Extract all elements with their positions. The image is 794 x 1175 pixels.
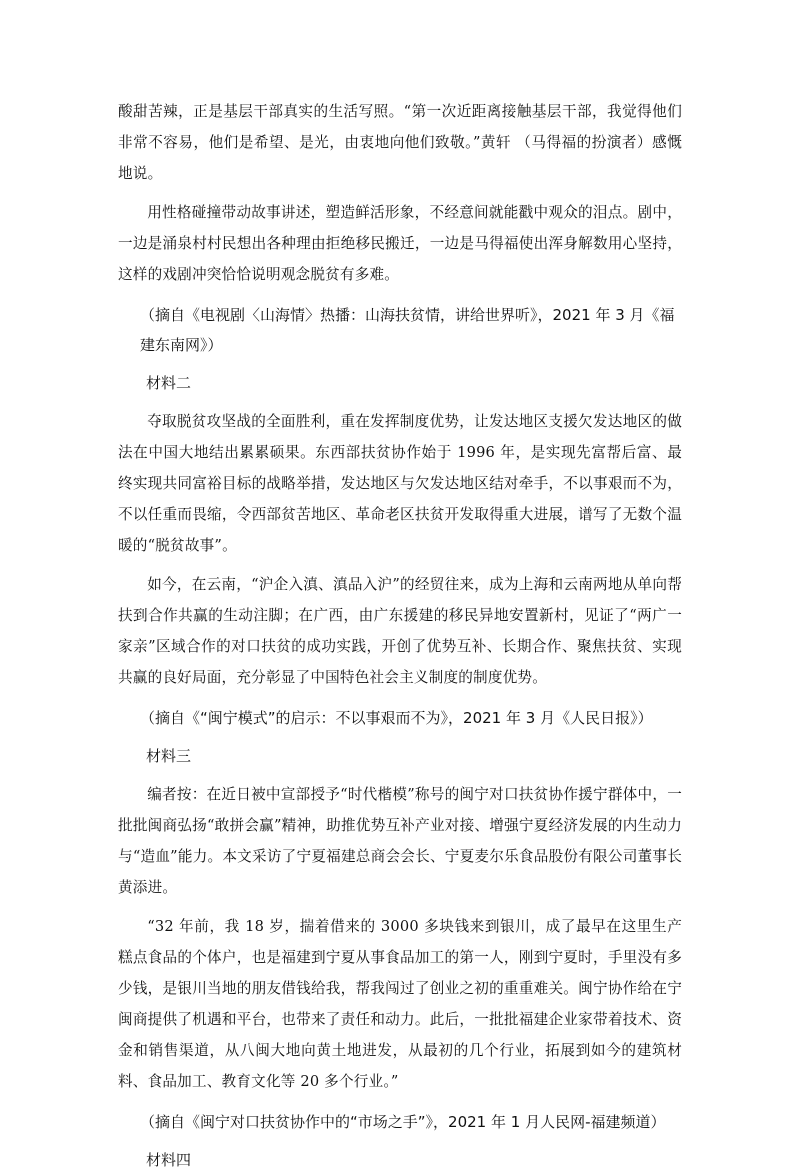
paragraph-3: 夺取脱贫攻坚战的全面胜利，重在发挥制度优势，让发达地区支援欠发达地区的做法在中国大地结出累累硕果。东西部扶贫协作始于 1996 年，是实现先富帮后富、最终实现共同富裕目标的战略举措，发达地区与欠发达地区结对牵手，不以事艰而不为，不以任重而畏缩，令西部贫苦地区、革命老区扶贫开发取得重大进展，谱写了无数个温暖的“脱贫故事”。	[118, 413, 682, 554]
paragraph-5: 编者按：在近日被中宣部授予“时代楷模”称号的闽宁对口扶贫协作援宁群体中，一批批闽商弘扬“敢拼会赢”精神，助推优势互补产业对接、增强宁夏经济发展的内生动力与“造血”能力。本文采访了宁夏福建总商会会长、宁夏麦尔乐食品股份有限公司董事长黄添进。	[118, 786, 682, 896]
paragraph-4: 如今，在云南，“沪企入滇、滇品入沪”的经贸往来，成为上海和云南两地从单向帮扶到合作共赢的生动注脚；在广西，由广东援建的移民异地安置新村，见证了“两广一家亲”区域合作的对口扶贫的成功实践，开创了优势互补、长期合作、聚焦扶贫、实现共赢的良好局面，充分彰显了中国特色社会主义制度的制度优势。	[118, 576, 682, 686]
section-heading-material-4: 材料四	[146, 1151, 192, 1169]
paragraph-6: “32 年前，我 18 岁，揣着借来的 3000 多块钱来到银川，成了最早在这里生产糕点食品的个体户，也是福建到宁夏从事食品加工的第一人，刚到宁夏时，手里没有多少钱，是银川当地的朋友借钱给我，帮我闯过了创业之初的重重难关。闽宁协作给在宁闽商提供了机遇和平台，也带来了责任和动力。此后，一批批福建企业家带着技术、资金和销售渠道，从八闽大地向黄土地进发，从最初的几个行业，拓展到如今的建筑材料、食品加工、教育文化等 20 多个行业。”	[118, 918, 682, 1090]
source-citation-3: （摘自《闽宁对口扶贫协作中的“市场之手”》，2021 年 1 月人民网-福建频道）	[140, 1113, 666, 1131]
section-heading-material-3: 材料三	[146, 747, 192, 765]
section-heading-material-2: 材料二	[146, 374, 192, 392]
paragraph-2: 用性格碰撞带动故事讲述，塑造鲜活形象，不经意间就能戳中观众的泪点。剧中，一边是涌泉村村民想出各种理由拒绝移民搬迁，一边是马得福使出浑身解数用心坚持，这样的戏剧冲突恰恰说明观念脱贫有多难。	[118, 204, 682, 283]
source-citation-1: （摘自《电视剧〈山海情〉热播：山海扶贫情，讲给世界听》，2021 年 3 月《福建东南网》）	[140, 306, 675, 354]
paragraph-1: 酸甜苦辣，正是基层干部真实的生活写照。“第一次近距离接触基层干部，我觉得他们非常不容易，他们是希望、是光，由衷地向他们致敬。”黄轩 （马得福的扮演者）感慨地说。	[118, 103, 682, 182]
source-citation-2: （摘自《“闽宁模式”的启示：不以事艰而不为》，2021 年 3 月《人民日报》）	[140, 709, 653, 727]
